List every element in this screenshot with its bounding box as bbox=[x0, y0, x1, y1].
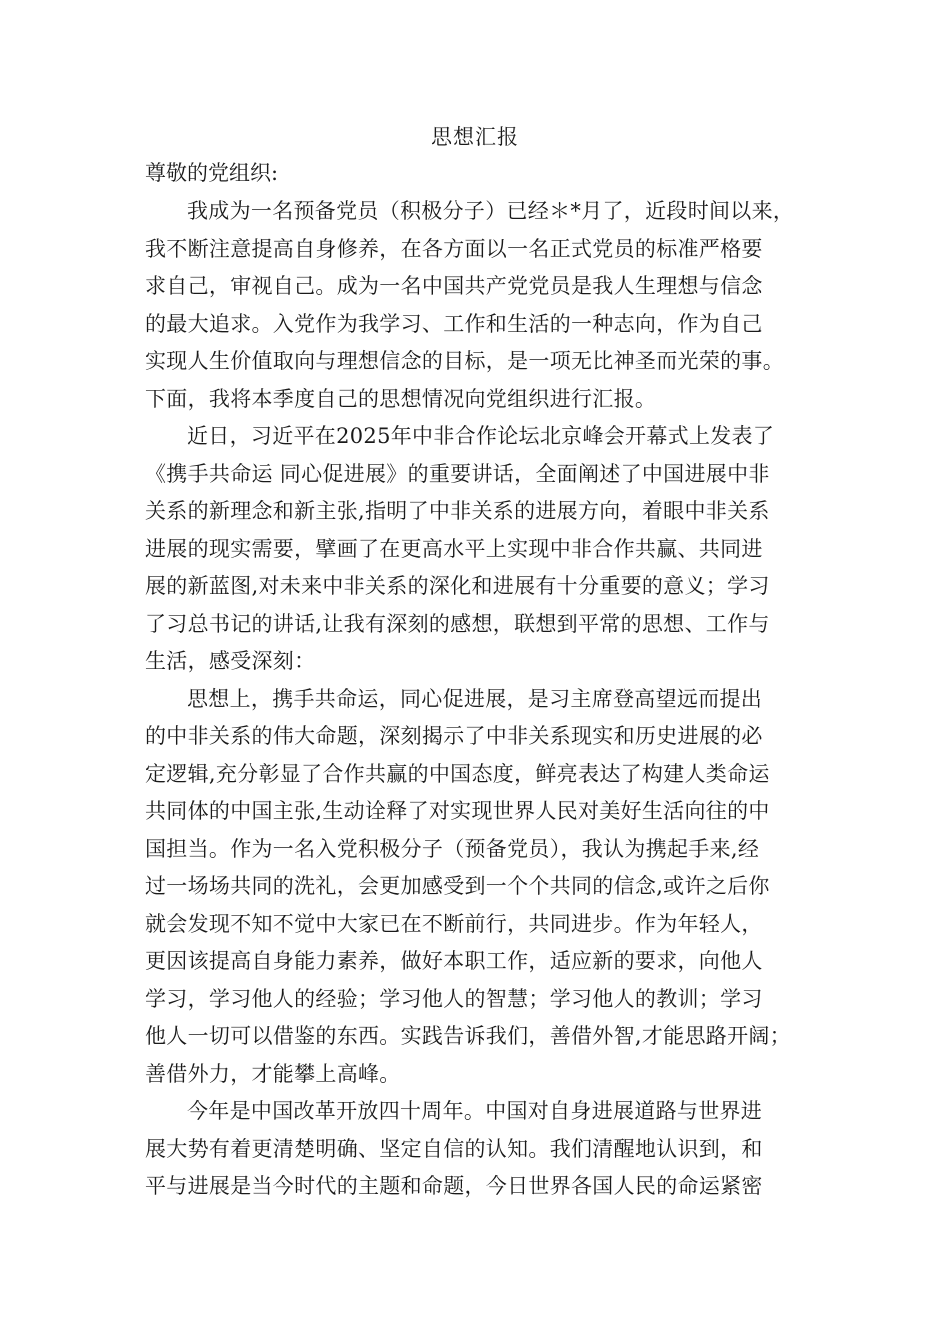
body-paragraph bbox=[145, 1093, 815, 1206]
paragraph-line: 下面，我将本季度自己的思想情况向党组织进行汇报。 bbox=[145, 386, 657, 411]
paragraph-line: 实现人生价值取向与理想信念的目标，是一项无比神圣而光荣的事。 bbox=[145, 349, 784, 373]
body-paragraph bbox=[145, 418, 815, 681]
paragraph-line: 定逻辑,充分彰显了合作共赢的中国态度，鲜亮表达了构建人类命运 bbox=[145, 761, 770, 786]
paragraph-line: 善借外力，才能攀上高峰。 bbox=[145, 1061, 401, 1086]
paragraph-line: 国担当。作为一名入党积极分子（预备党员），我认为携起手来,经 bbox=[145, 836, 760, 861]
paragraph-line: 共同体的中国主张,生动诠释了对实现世界人民对美好生活向往的中 bbox=[145, 799, 770, 823]
paragraph-line: 展大势有着更清楚明确、坚定自信的认知。我们清醒地认识到，和 bbox=[145, 1136, 763, 1161]
document-title: 思想汇报 bbox=[431, 125, 519, 149]
document-body bbox=[145, 193, 815, 1206]
paragraph-line: 学习，学习他人的经验；学习他人的智慧；学习他人的教训；学习 bbox=[145, 986, 763, 1011]
salutation: 尊敬的党组织: bbox=[145, 161, 279, 185]
paragraph-line: 近日，习近平在2025年中非合作论坛北京峰会开幕式上发表了 bbox=[187, 424, 775, 448]
paragraph-line: 进展的现实需要，擘画了在更高水平上实现中非合作共赢、共同进 bbox=[145, 536, 763, 561]
paragraph-line: 的最大追求。入党作为我学习、工作和生活的一种志向，作为自己 bbox=[145, 311, 763, 336]
paragraph-line: 过一场场共同的洗礼，会更加感受到一个个共同的信念,或许之后你 bbox=[145, 874, 770, 898]
paragraph-line: 的中非关系的伟大命题，深刻揭示了中非关系现实和历史进展的必 bbox=[145, 724, 763, 748]
paragraph-line: 我成为一名预备党员（积极分子）已经＊*月了，近段时间以来， bbox=[187, 199, 795, 223]
paragraph-line: 就会发现不知不觉中大家已在不断前行，共同进步。作为年轻人， bbox=[145, 911, 763, 936]
paragraph-line: 平与进展是当今时代的主题和命题，今日世界各国人民的命运紧密 bbox=[145, 1174, 763, 1198]
paragraph-line: 生活，感受深刻： bbox=[145, 649, 316, 673]
paragraph-line: 思想上，携手共命运，同心促进展，是习主席登高望远而提出 bbox=[187, 686, 763, 711]
paragraph-line: 《携手共命运 同心促进展》的重要讲话，全面阐述了中国进展中非 bbox=[145, 461, 770, 486]
paragraph-line: 关系的新理念和新主张,指明了中非关系的进展方向，着眼中非关系 bbox=[145, 499, 770, 523]
body-paragraph bbox=[145, 681, 815, 1094]
paragraph-line: 他人一切可以借鉴的东西。实践告诉我们，善借外智,才能思路开阔； bbox=[145, 1024, 791, 1048]
paragraph-line: 今年是中国改革开放四十周年。中国对自身进展道路与世界进 bbox=[187, 1099, 763, 1123]
body-paragraph bbox=[145, 193, 815, 418]
paragraph-line: 展的新蓝图,对未来中非关系的深化和进展有十分重要的意义；学习 bbox=[145, 574, 770, 598]
paragraph-line: 求自己，审视自己。成为一名中国共产党党员是我人生理想与信念 bbox=[145, 274, 763, 298]
paragraph-line: 我不断注意提高自身修养，在各方面以一名正式党员的标准严格要 bbox=[145, 236, 763, 261]
paragraph-line: 更因该提高自身能力素养，做好本职工作，适应新的要求，向他人 bbox=[145, 949, 763, 973]
paragraph-line: 了习总书记的讲话,让我有深刻的感想，联想到平常的思想、工作与 bbox=[145, 611, 770, 636]
